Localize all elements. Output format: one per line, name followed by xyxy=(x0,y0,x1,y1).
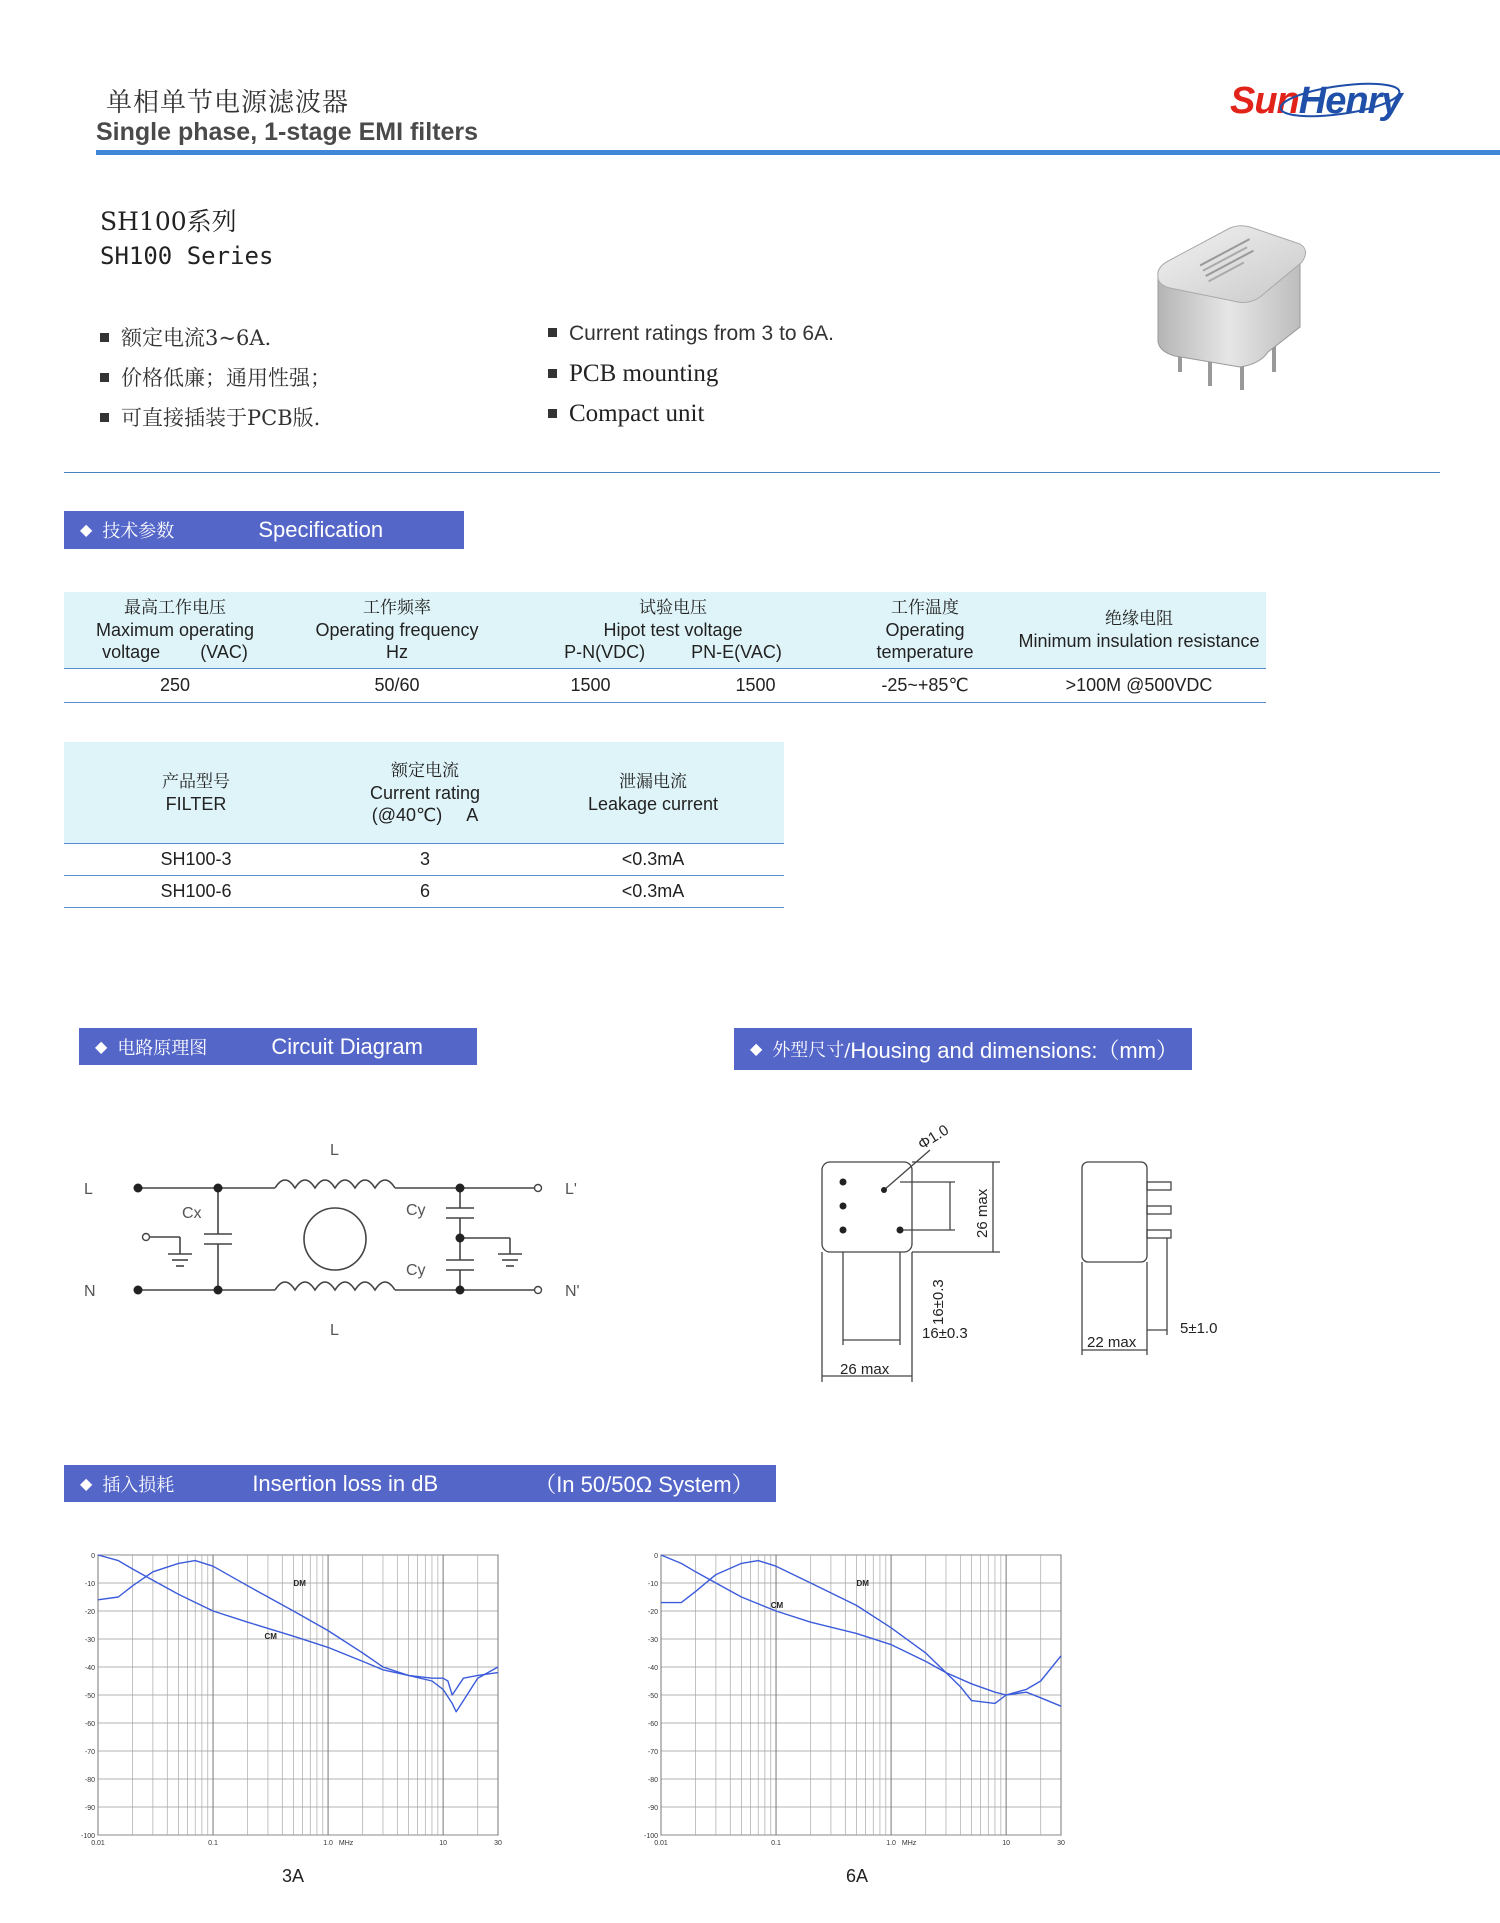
circuit-label-lbot: L xyxy=(330,1322,339,1339)
housing-dimensions-drawing xyxy=(810,1120,1250,1390)
series-label-dm: DM xyxy=(293,1578,306,1588)
bullet-icon xyxy=(548,369,557,378)
feature-cn-2: 价格低廉；通用性强； xyxy=(100,362,331,392)
y-tick-label: -80 xyxy=(84,1777,95,1784)
model-header-filter: 产品型号 FILTER xyxy=(64,742,328,844)
dim-phi: Φ1.0 xyxy=(915,1121,952,1154)
y-tick-label: -60 xyxy=(647,1721,658,1728)
y-tick-label: -50 xyxy=(84,1693,95,1700)
y-tick-label: -10 xyxy=(647,1581,658,1588)
bullet-icon xyxy=(100,333,109,342)
y-tick-label: -100 xyxy=(643,1833,658,1840)
circuit-label-cx: Cx xyxy=(182,1205,202,1222)
circuit-label-l: L xyxy=(84,1181,93,1198)
section-divider xyxy=(64,472,1440,473)
series-title-en: SH100 Series xyxy=(100,242,274,270)
spec-value-voltage: 250 xyxy=(64,669,286,703)
logo-henry-text: Henry xyxy=(1298,80,1402,122)
feature-en-2: PCB mounting xyxy=(548,360,718,388)
bullet-icon xyxy=(548,328,557,337)
model-cell: SH100-3 xyxy=(64,844,328,876)
dim-height: 26 max xyxy=(974,1188,991,1238)
chart-series-labels xyxy=(771,1579,869,1610)
product-photo xyxy=(1150,222,1320,402)
x-tick-label: 1.0 xyxy=(886,1840,896,1845)
x-tick-label: 10 xyxy=(439,1840,448,1845)
y-tick-label: 0 xyxy=(91,1553,95,1560)
model-table xyxy=(64,742,784,908)
feature-cn-1: 额定电流3~6A. xyxy=(100,322,271,352)
circuit-label-ltop: L xyxy=(330,1142,339,1159)
circuit-label-lp: L' xyxy=(565,1181,577,1198)
dim-depth: 22 max xyxy=(1087,1334,1137,1351)
logo-sun-text: Sun xyxy=(1230,80,1299,122)
x-tick-label: 0.01 xyxy=(91,1840,105,1845)
chart-6a-caption: 6A xyxy=(846,1866,869,1886)
x-tick-label: 30 xyxy=(1057,1840,1065,1845)
dim-pin-length: 5±1.0 xyxy=(1180,1320,1218,1337)
series-label-cm: CM xyxy=(770,1601,784,1611)
chart-grid xyxy=(98,1555,498,1835)
logo-swoosh xyxy=(1220,78,1420,118)
dim-width: 26 max xyxy=(840,1361,890,1378)
y-tick-label: -20 xyxy=(647,1609,658,1616)
spec-value-pn: 1500 xyxy=(508,669,673,703)
spec-header-hipot: 试验电压 Hipot test voltage P-N(VDC) PN-E(VAC) xyxy=(508,592,838,669)
spec-table xyxy=(64,592,1266,703)
chart-x-ticks xyxy=(654,1840,1065,1845)
feature-en-1: Current ratings from 3 to 6A. xyxy=(548,322,834,346)
y-tick-label: 0 xyxy=(654,1553,658,1560)
spec-value-pne: 1500 xyxy=(673,669,838,703)
spec-section-header xyxy=(64,511,464,549)
spec-value-frequency: 50/60 xyxy=(286,669,508,703)
y-tick-label: -70 xyxy=(647,1749,658,1756)
page-title-cn: 单相单节电源滤波器 xyxy=(106,88,350,118)
circuit-diagram xyxy=(70,1130,610,1350)
model-cell: <0.3mA xyxy=(522,876,784,908)
y-tick-label: -100 xyxy=(80,1833,95,1840)
chart-3a xyxy=(70,1545,520,1845)
x-tick-label: 30 xyxy=(494,1840,502,1845)
spec-header-frequency: 工作频率 Operating frequency Hz xyxy=(286,592,508,669)
x-tick-label: MHz xyxy=(338,1840,354,1845)
spec-value-insulation: >100M @500VDC xyxy=(1012,669,1266,703)
y-tick-label: -10 xyxy=(84,1581,95,1588)
diamond-icon: ◆ xyxy=(95,1038,108,1056)
model-cell: 3 xyxy=(328,844,522,876)
y-tick-label: -80 xyxy=(647,1777,658,1784)
x-tick-label: 10 xyxy=(1002,1840,1011,1845)
diamond-icon: ◆ xyxy=(80,522,93,539)
circuit-section-header: ◆ 电路原理图 Circuit Diagram xyxy=(79,1028,477,1065)
dim-pin-vertical: 16±0.3 xyxy=(930,1279,947,1325)
chart-y-ticks xyxy=(81,1553,95,1840)
y-tick-label: -20 xyxy=(84,1609,95,1616)
model-cell: SH100-6 xyxy=(64,876,328,908)
circuit-label-cy1: Cy xyxy=(406,1202,426,1219)
chart-x-ticks xyxy=(91,1840,502,1845)
chart-y-ticks xyxy=(644,1553,658,1840)
x-tick-label: 0.1 xyxy=(208,1840,218,1845)
series-label-dm: DM xyxy=(856,1578,869,1588)
y-tick-label: -90 xyxy=(647,1805,658,1812)
y-tick-label: -30 xyxy=(84,1637,95,1644)
y-tick-label: -40 xyxy=(84,1665,95,1672)
circuit-label-np: N' xyxy=(565,1283,580,1300)
diamond-icon: ◆ xyxy=(750,1041,763,1058)
y-tick-label: -40 xyxy=(647,1665,658,1672)
x-tick-label: 1.0 xyxy=(323,1840,333,1845)
table-row xyxy=(64,876,784,908)
bullet-icon xyxy=(100,373,109,382)
y-tick-label: -90 xyxy=(84,1805,95,1812)
circuit-label-cy2: Cy xyxy=(406,1262,426,1279)
y-tick-label: -50 xyxy=(647,1693,658,1700)
chart-3a-caption: 3A xyxy=(282,1866,305,1886)
spec-section-en: Specification xyxy=(258,517,384,542)
chart-6a xyxy=(633,1545,1083,1845)
spec-header-temperature: 工作温度 Operating temperature xyxy=(838,592,1012,669)
x-tick-label: 0.01 xyxy=(654,1840,668,1845)
bullet-icon xyxy=(548,409,557,418)
page-title-en: Single phase, 1-stage EMI filters xyxy=(96,118,479,146)
company-logo xyxy=(1230,80,1402,123)
y-tick-label: -30 xyxy=(647,1637,658,1644)
model-header-current: 额定电流 Current rating (@40℃) A xyxy=(328,742,522,844)
feature-cn-3: 可直接插装于PCB版. xyxy=(100,402,320,432)
circuit-label-n: N xyxy=(84,1283,96,1300)
spec-section-cn: 技术参数 xyxy=(102,521,175,542)
dim-pin-horizontal: 16±0.3 xyxy=(922,1325,968,1342)
y-tick-label: -60 xyxy=(84,1721,95,1728)
spec-header-voltage: 最高工作电压 Maximum operating voltage (VAC) xyxy=(64,592,286,669)
diamond-icon: ◆ xyxy=(80,1475,93,1493)
spec-header-insulation: 绝缘电阻 Minimum insulation resistance xyxy=(1012,592,1266,669)
table-row xyxy=(64,844,784,876)
series-title-cn: SH100系列 xyxy=(100,207,237,236)
x-tick-label: 0.1 xyxy=(771,1840,781,1845)
x-tick-label: MHz xyxy=(901,1840,917,1845)
series-label-cm: CM xyxy=(264,1632,277,1641)
housing-section-header: ◆ 外型尺寸/ Housing and dimensions:（mm） xyxy=(734,1028,1192,1070)
feature-en-3: Compact unit xyxy=(548,400,704,428)
y-tick-label: -70 xyxy=(84,1749,95,1756)
spec-value-temperature: -25~+85℃ xyxy=(838,669,1012,703)
model-cell: 6 xyxy=(328,876,522,908)
loss-section-header: ◆ 插入损耗 Insertion loss in dB （In 50/50Ω System） xyxy=(64,1465,776,1502)
model-cell: <0.3mA xyxy=(522,844,784,876)
model-header-leakage: 泄漏电流 Leakage current xyxy=(522,742,784,844)
chart-grid xyxy=(661,1555,1061,1835)
bullet-icon xyxy=(100,413,109,422)
chart-series-labels xyxy=(264,1579,306,1641)
header-divider xyxy=(96,150,1500,155)
